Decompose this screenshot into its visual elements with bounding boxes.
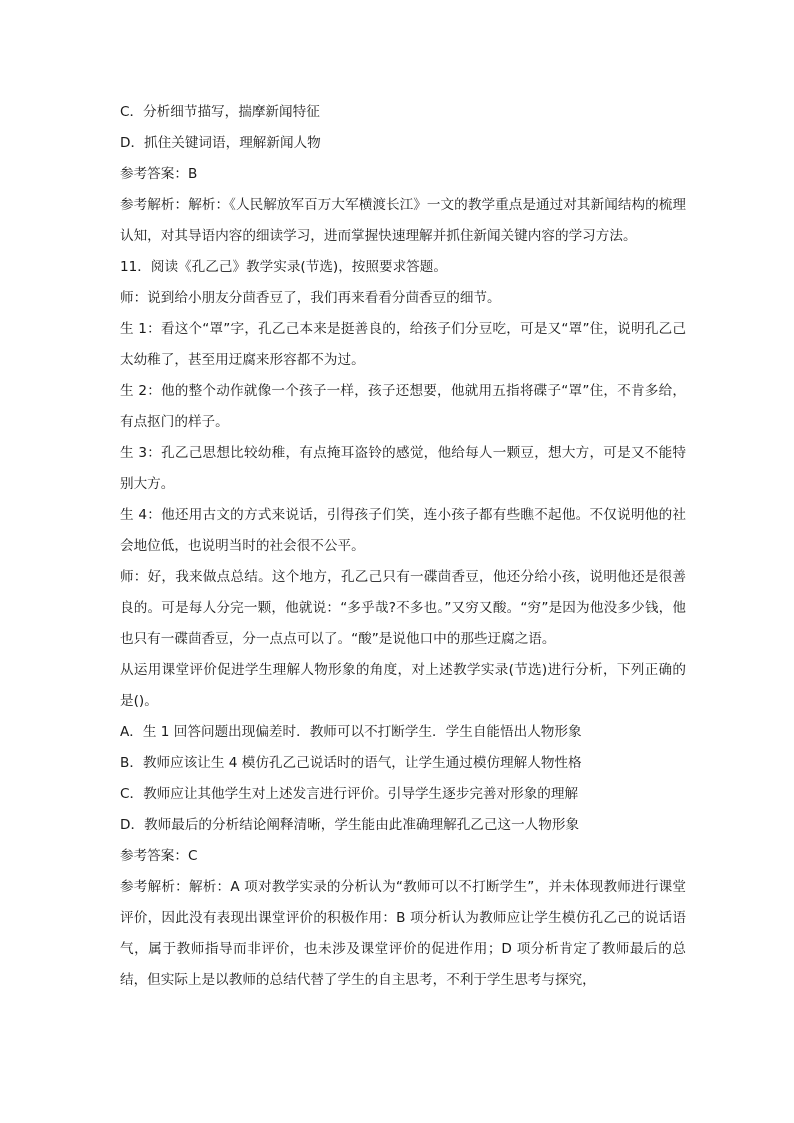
transcript-line: 生 3：孔乙己思想比较幼稚，有点掩耳盗铃的感觉，他给每人一颗豆，想大方，可是又不能特别大方。 [120, 445, 686, 492]
q10-explanation: 参考解析：解析：《人民解放军百万大军横渡长江》一文的教学重点是通过对其新闻结构的梳理认知，对其导语内容的细读学习，进而掌握快速理解并抓住新闻关键内容的学习方法。 [120, 197, 686, 244]
q11-stem: 11．阅读《孔乙己》教学实录(节选)，按照要求答题。 [120, 259, 447, 275]
q11-explanation: 参考解析：解析：A 项对教学实录的分析认为“教师可以不打断学生”，并未体现教师进行课堂评价，因此没有表现出课堂评价的积极作用：B 项分析认为教师应让学生模仿孔乙己的说话语气，属于教师指导而非评价，也未涉及课堂评价的促进作用；D 项分析肯定了教师最后的总结，但实际上是以教师的总结代替了学生的自主思考，不利于学生思考与探究， [120, 879, 686, 988]
q11-option-c: C．教师应让其他学生对上述发言进行评价。引导学生逐步完善对形象的理解 [120, 786, 579, 802]
transcript-line: 生 4：他还用古文的方式来说话，引得孩子们笑，连小孩子都有些瞧不起他。不仅说明他的社会地位低，也说明当时的社会很不公平。 [120, 507, 686, 554]
q11-answer: 参考答案：C [120, 848, 198, 864]
document-page [120, 97, 686, 996]
q11-option-b: B．教师应该让生 4 模仿孔乙己说话时的语气，让学生通过模仿理解人物性格 [120, 755, 582, 771]
q10-option-c: C．分析细节描写，揣摩新闻特征 [120, 104, 320, 120]
transcript-line: 生 2：他的整个动作就像一个孩子一样，孩子还想要，他就用五指将碟子“罩”住，不肯多给，有点抠门的样子。 [120, 383, 686, 430]
transcript-line: 生 1：看这个“罩”字，孔乙己本来是挺善良的，给孩子们分豆吃，可是又“罩”住，说明孔乙己太幼稚了，甚至用迂腐来形容都不为过。 [120, 321, 686, 368]
q11-option-d: D．教师最后的分析结论阐释清晰，学生能由此准确理解孔乙己这一人物形象 [120, 817, 580, 833]
transcript-line: 师：好，我来做点总结。这个地方，孔乙己只有一碟茴香豆，他还分给小孩，说明他还是很善良的。可是每人分完一颗，他就说：“多乎哉?不多也。”又穷又酸。“穷”是因为他没多少钱，他也只有一碟茴香豆，分一点点可以了。“酸”是说他口中的那些迂腐之语。 [120, 569, 686, 647]
transcript-line: 师：说到给小朋友分茴香豆了，我们再来看看分茴香豆的细节。 [120, 290, 501, 306]
q11-question: 从运用课堂评价促进学生理解人物形象的角度，对上述教学实录(节选)进行分析，下列正确的是()。 [120, 662, 686, 709]
q10-option-d: D．抓住关键词语，理解新闻人物 [120, 135, 321, 151]
q11-option-a: A．生 1 回答问题出现偏差时．教师可以不打断学生．学生自能悟出人物形象 [120, 724, 582, 740]
q10-answer: 参考答案：B [120, 166, 198, 182]
